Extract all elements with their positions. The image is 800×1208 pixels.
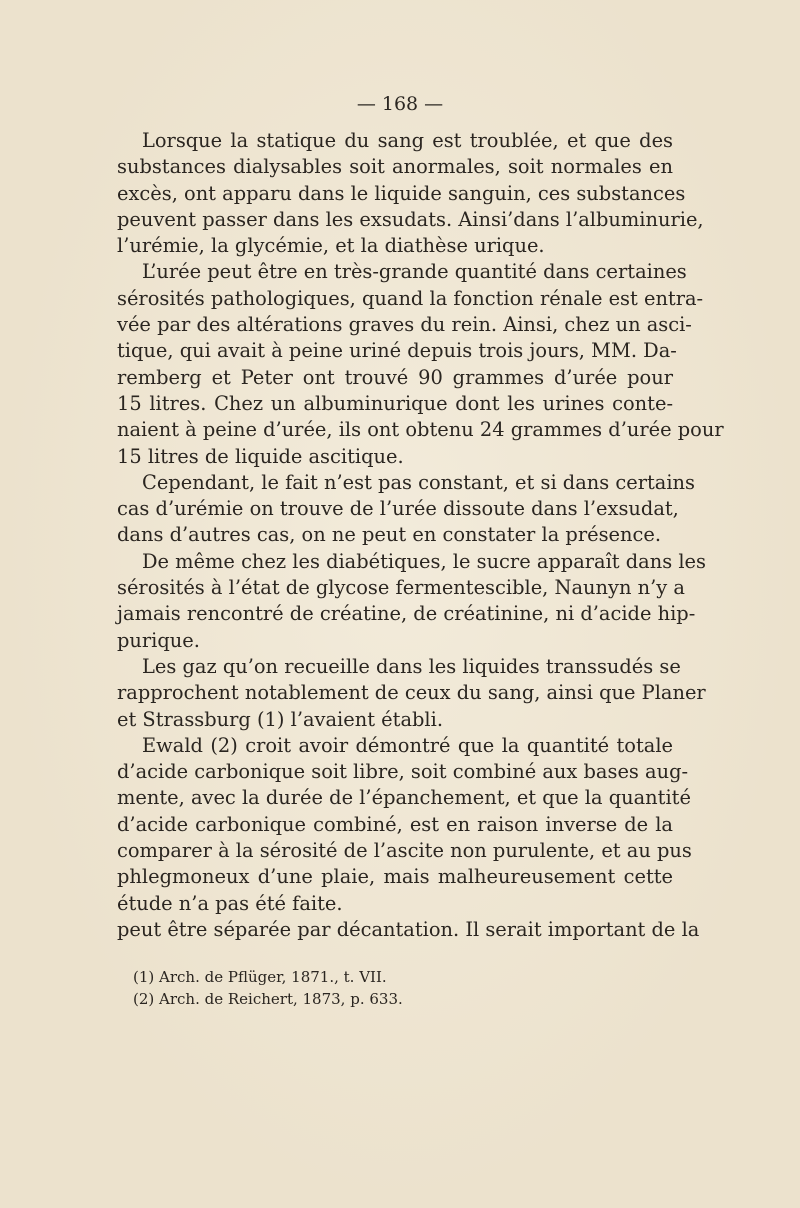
text-line: remberg et Peter ont trouvé 90 grammes d’urée pour xyxy=(117,365,673,389)
text-line: naient à peine d’urée, ils ont obtenu 24 grammes d’urée pour xyxy=(117,418,724,442)
text-line: mente, avec la durée de l’épanchement, et que la quantité xyxy=(117,786,691,810)
text-line: Les gaz qu’on recueille dans les liquides transsudés se xyxy=(142,654,681,678)
text-line: peuvent passer dans les exsudats. Ainsi’dans l’albuminurie, xyxy=(117,207,704,231)
text-line: Lorsque la statique du sang est troublée, et que des xyxy=(142,129,673,152)
text-line: jamais rencontré de créatine, de créatinine, ni d’acide hip- xyxy=(117,602,696,626)
body-text xyxy=(117,128,724,943)
text-line: Ewald (2) croit avoir démontré que la quantité totale xyxy=(142,733,673,757)
text-line: l’urémie, la glycémie, et la diathèse urique. xyxy=(117,234,545,258)
footnote: (2) Arch. de Reichert, 1873, p. 633. xyxy=(133,990,403,1008)
text-line: sérosités pathologiques, quand la fonction rénale est entra- xyxy=(117,286,704,310)
text-line: substances dialysables soit anormales, soit normales en xyxy=(117,155,673,179)
text-line: et Strassburg (1) l’avaient établi. xyxy=(117,707,443,731)
text-line: étude n’a pas été faite. xyxy=(117,891,343,915)
text-line: comparer à la sérosité de l’ascite non purulente, et au pus xyxy=(117,839,692,863)
text-line: d’acide carbonique combiné, est en raison inverse de la xyxy=(117,812,673,836)
text-line: purique. xyxy=(117,628,200,652)
page-number: — 168 — xyxy=(356,93,444,115)
text-line: d’acide carbonique soit libre, soit combiné aux bases aug- xyxy=(117,760,689,784)
text-line: sérosités à l’état de glycose fermentescible, Naunyn n’y a xyxy=(117,576,685,600)
text-line: phlegmoneux d’une plaie, mais malheureusement cette xyxy=(117,865,673,889)
footnote: (1) Arch. de Pflüger, 1871., t. VII. xyxy=(133,968,387,986)
text-line: excès, ont apparu dans le liquide sanguin, ces substances xyxy=(117,181,686,205)
text-line: peut être séparée par décantation. Il serait important de la xyxy=(117,917,700,941)
text-line: rapprochent notablement de ceux du sang, ainsi que Planer xyxy=(117,681,706,705)
text-line: Cependant, le fait n’est pas constant, et si dans certains xyxy=(142,470,695,494)
text-line: De même chez les diabétiques, le sucre apparaît dans les xyxy=(142,549,706,573)
footnotes xyxy=(133,966,633,1010)
text-line: 15 litres de liquide ascitique. xyxy=(117,444,404,468)
text-line: cas d’urémie on trouve de l’urée dissoute dans l’exsudat, xyxy=(117,497,679,521)
text-line: dans d’autres cas, on ne peut en constater la présence. xyxy=(117,523,661,547)
text-line: vée par des altérations graves du rein. Ainsi, chez un asci- xyxy=(117,313,692,337)
text-line: tique, qui avait à peine uriné depuis trois jours, MM. Da- xyxy=(117,339,677,363)
text-line: 15 litres. Chez un albuminurique dont les urines conte- xyxy=(117,391,673,415)
text-line: L’urée peut être en très-grande quantité dans certaines xyxy=(142,260,687,284)
